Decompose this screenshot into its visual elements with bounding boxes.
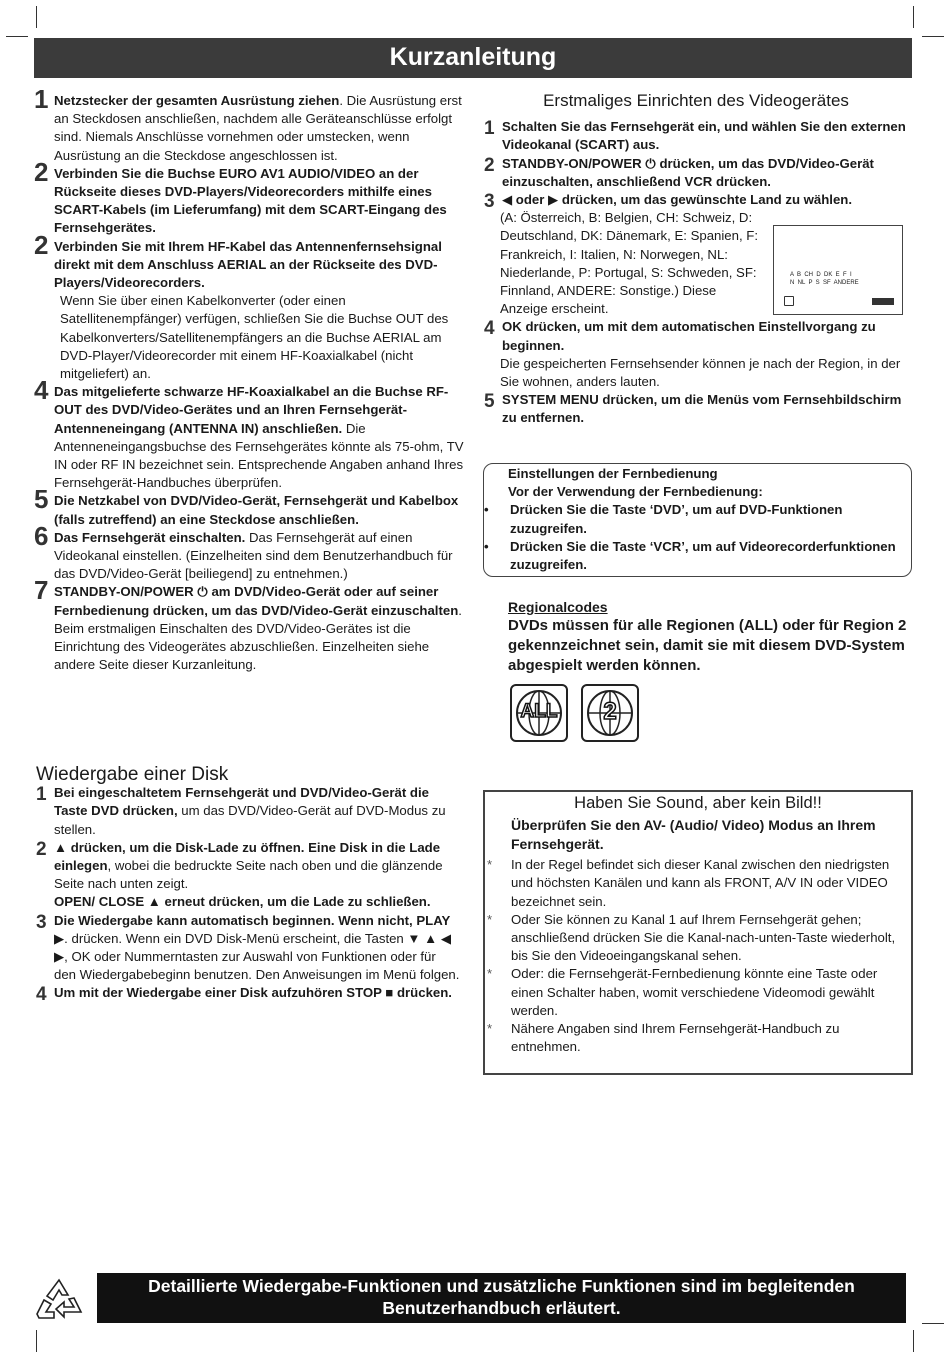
osd-row-1: A B CH D DK E F I: [790, 272, 852, 278]
sound-item-4: * Nähere Angaben sind Ihrem Fernsehgerät-Handbuch zu entnehmen.: [487, 1021, 840, 1055]
left-step-7: 7 STANDBY-ON/POWER ⏻ am DVD/Video-Gerät oder auf seiner Fernbedienung drücken, um das DVD/Video-Gerät einzuschalten. Beim erstmaligen Einschalten des DVD/Video-Gerätes ist die Einrichtung des Videogerätes abzuschließen. Einzelheiten siehe andere Seite dieser Kurzanleitung.: [34, 575, 462, 673]
crop-mark: [6, 36, 28, 37]
remote-bullet-vcr: • Drücken Sie die Taste ‘VCR’, um auf Videorecorderfunktionen zuzugreifen.: [484, 538, 896, 573]
remote-box-title: Einstellungen der Fernbedienung: [508, 466, 718, 481]
osd-status-icon: [872, 298, 894, 305]
left-step-2a: 2 Verbinden Sie die Buchse EURO AV1 AUDIO/VIDEO an der Rückseite dieses DVD-Players/Videorecorders mithilfe eines SCART-Kabels (im Lieferumfang) mit dem SCART-Eingang des Fernsehgerätes.: [34, 156, 447, 236]
playback-section: [36, 764, 460, 1006]
disc-icon: [784, 296, 794, 306]
setup-step-3: 3 ◀ oder ▶ drücken, um das gewünschte Land zu wählen.: [484, 191, 853, 213]
remote-bullet-dvd: • Drücken Sie die Taste ‘DVD’, um auf DVD-Funktionen zuzugreifen.: [484, 502, 843, 536]
sound-box-subheading: Überprüfen Sie den AV- (Audio/ Video) Modus an Ihrem Fernsehgerät.: [511, 817, 876, 853]
connection-steps: [34, 84, 468, 675]
country-select-screen: [773, 225, 903, 315]
sound-box-heading: Haben Sie Sound, aber kein Bild!!: [574, 794, 822, 812]
playback-step-4: 4 Um mit der Wiedergabe einer Disk aufzuhören STOP ■ drücken.: [36, 984, 452, 1006]
playback-heading: Wiedergabe einer Disk: [36, 764, 229, 785]
cable-converter-note: Wenn Sie über einen Kabelkonverter (oder einen Satellitenempfänger) verfügen, schließen Sie die Buchse OUT des Kabelkonverters/Satellitenempfängers an die Buchse AERIAL am DVD-Player/Videorecorder mit einem HF-Koaxialkabel (nicht mitgeliefert) an.: [60, 293, 449, 382]
recycle-icon: [34, 1276, 84, 1322]
setup-step-1: 1 Schalten Sie das Fernsehgerät ein, und wählen Sie den externen Videokanal (SCART) aus.: [484, 118, 906, 153]
page-title: Kurzanleitung: [34, 38, 912, 78]
left-step-1: 1 Netzstecker der gesamten Ausrüstung ziehen. Die Ausrüstung erst an Steckdosen anschließen, nachdem alle Geräteanschlüsse erfolgt sind. Niemals Anschlüsse vornehmen oder umstecken, wenn Ausrüstung an die Steckdose angeschlossen ist.: [34, 84, 462, 163]
crop-mark: [922, 36, 944, 37]
left-step-5: 5 Die Netzkabel von DVD/Video-Gerät, Fernsehgerät und Kabelbox (falls zutreffend) an eine Steckdose anschließen.: [34, 484, 459, 527]
crop-mark: [913, 6, 914, 28]
sound-item-1: * In der Regel befindet sich dieser Kanal zwischen den niedrigsten und höchsten Kanälen und kann als FRONT, A/V IN oder VIDEO bezeichnet sein.: [487, 857, 890, 909]
country-list: (A: Österreich, B: Belgien, CH: Schweiz, D: Deutschland, DK: Dänemark, E: Spanien, F: Frankreich, I: Italien, N: Norwegen, NL: Niederlande, P: Portugal, S: Schweden, SF: Finnland, ANDERE: Sonstige.) Diese Anzeige erscheint.: [500, 210, 759, 317]
regional-heading: Regionalcodes: [508, 599, 608, 615]
setup-step-5: 5 SYSTEM MENU drücken, um die Menüs vom Fernsehbildschirm zu entfernen.: [484, 391, 902, 426]
crop-mark: [913, 1330, 914, 1352]
sound-item-3: * Oder: die Fernsehgerät-Fernbedienung könnte eine Taste oder einen Schalter haben, womit verschiedene Videomodi gewählt werden.: [487, 966, 878, 1018]
left-step-2b: 2 Verbinden Sie mit Ihrem HF-Kabel das Antennenfernsehsignal direkt mit dem Anschluss AERIAL an der Rückseite des DVD-Players/Videorecorders.: [34, 229, 442, 291]
crop-mark: [36, 1330, 37, 1352]
left-step-4: 4 Das mitgelieferte schwarze HF-Koaxialkabel an die Buchse RF-OUT des DVD/Video-Gerätes und an Ihren Fernsehgerät-Antenneneingang (ANTENNA IN) anschließen. Die Antenneneingangsbuchse des Fernsehgerätes könnte als 75-ohm, TV IN oder RF IN bezeichnet sein. Entsprechende Angaben anhand Ihres Fernsehgerät-Handbuches überprüfen.: [34, 375, 464, 491]
playback-step-2: 2 ▲ drücken, um die Disk-Lade zu öffnen. Eine Disk in die Lade einlegen, wobei die bedruckte Seite nach oben und die glänzende Seite nach unten zeigt.: [36, 838, 443, 892]
regional-text: DVDs müssen für alle Regionen (ALL) oder für Region 2 gekennzeichnet sein, damit sie mit diesem DVD-System abgespielt werden können.: [508, 617, 907, 675]
region-2-label: 2: [603, 698, 617, 725]
sound-no-picture-box: [483, 790, 913, 1075]
crop-mark: [36, 6, 37, 28]
playback-step-3: 3 Die Wiedergabe kann automatisch beginnen. Wenn nicht, PLAY ▶. drücken. Wenn ein DVD Disk-Menü erscheint, die Tasten ▼ ▲ ◀ ▶, OK oder Nummerntasten zur Auswahl von Funktionen oder für den Wiedergabebeginn benutzen. Den Anweisungen im Menü folgen.: [36, 911, 460, 983]
playback-step-1: 1 Bei eingeschaltetem Fernsehgerät und DVD/Video-Gerät die Taste DVD drücken, um das DVD/Video-Gerät auf DVD-Modus zu stellen.: [36, 784, 446, 837]
setup-step-4: 4 OK drücken, um mit dem automatischen Einstellvorgang zu beginnen.: [484, 318, 876, 353]
open-close-line: OPEN/ CLOSE ▲ erneut drücken, um die Lade zu schließen.: [54, 894, 431, 910]
left-step-6: 6 Das Fernsehgerät einschalten. Das Fernsehgerät auf einen Videokanal einstellen. (Einzelheiten sind dem Benutzerhandbuch für das DVD/Video-Gerät [beiliegend] zu entnehmen.): [34, 520, 453, 582]
setup-step-4-note: Die gespeicherten Fernsehsender können je nach der Region, in der Sie wohnen, anders lauten.: [500, 355, 901, 390]
remote-settings-box: [483, 463, 912, 577]
footer-banner: Detaillierte Wiedergabe-Funktionen und zusätzliche Funktionen sind im begleitenden Benutzerhandbuch erläutert.: [97, 1273, 906, 1323]
setup-heading: Erstmaliges Einrichten des Videogerätes: [543, 91, 849, 110]
sound-item-2: * Oder Sie können zu Kanal 1 auf Ihrem Fernsehgerät gehen; anschließend drücken Sie die Kanal-nach-unten-Taste wiederholt, bis Sie den Videoeingangskanal sehen.: [487, 911, 896, 964]
region-all-logo: [510, 684, 568, 742]
regional-codes: [508, 598, 913, 676]
crop-mark: [922, 1323, 944, 1324]
remote-box-subtitle: Vor der Verwendung der Fernbedienung:: [508, 484, 763, 500]
osd-row-2: N NL P S SF ANDERE: [790, 280, 859, 286]
region-all-label: ALL: [520, 701, 558, 722]
setup-step-2: 2 STANDBY-ON/POWER ⏻ drücken, um das DVD/Video-Gerät einzuschalten, anschließend VCR drücken.: [484, 154, 874, 189]
region-2-logo: [581, 684, 639, 742]
